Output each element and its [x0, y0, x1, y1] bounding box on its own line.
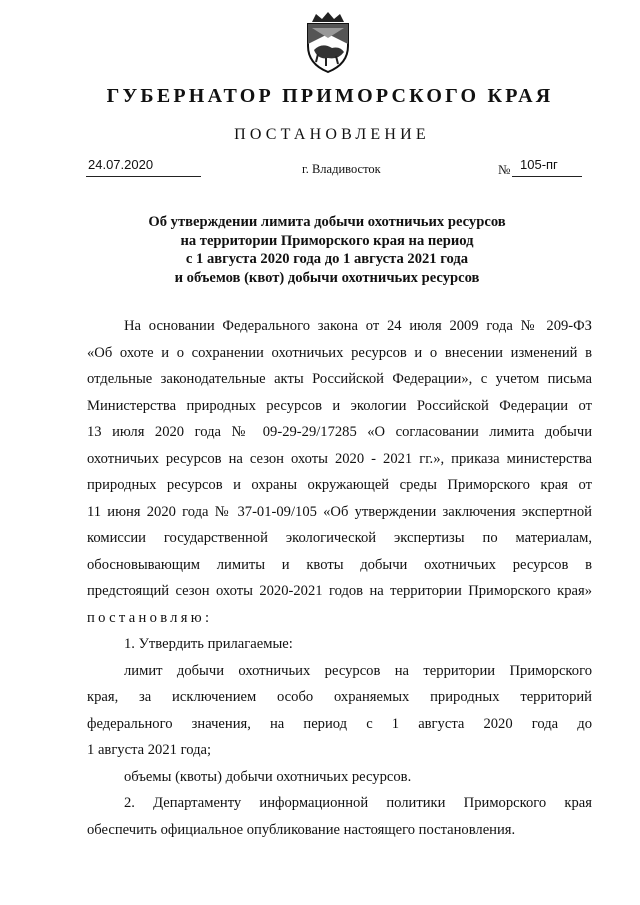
body-line: обосновывающим лимиты и квоты добычи охотничьих ресурсов в — [87, 556, 592, 573]
body-line: объемы (квоты) добычи охотничьих ресурсов. — [124, 768, 412, 785]
body-line: 13 июля 2020 года № 09-29-29/17285 «О согласовании лимита добычи — [87, 424, 592, 440]
body-line: федерального значения, на период с 1 августа 2020 года до — [87, 715, 592, 732]
body-line: Министерства природных ресурсов и экологии Российской Федерации от — [87, 397, 592, 414]
body-line: края, за исключением особо охраняемых природных территорий — [87, 689, 592, 705]
body-line: 2. Департаменту информационной политики Приморского края — [124, 795, 592, 811]
body-line: лимит добычи охотничьих ресурсов на территории Приморского — [124, 662, 592, 679]
document-date: 24.07.2020 — [88, 157, 154, 172]
coat-of-arms-emblem — [302, 10, 354, 74]
number-underline — [512, 176, 582, 177]
body-line: 1. Утвердить прилагаемые: — [124, 636, 293, 652]
document-subject — [7, 213, 640, 287]
subject-line: с 1 августа 2020 года до 1 августа 2021 года — [185, 251, 469, 267]
org-title: ГУБЕРНАТОР ПРИМОРСКОГО КРАЯ — [106, 85, 554, 107]
city: г. Владивосток — [302, 162, 381, 176]
document-body — [87, 313, 592, 843]
body-line: 11 июня 2020 года № 37-01-09/105 «Об утверждении заключения экспертной — [87, 503, 592, 520]
subject-line: Об утверждении лимита добычи охотничьих ресурсов — [148, 214, 506, 230]
body-line: «Об охоте и о сохранении охотничьих ресурсов и о внесении изменений в — [87, 344, 592, 361]
date-underline — [86, 176, 201, 177]
subject-line: на территории Приморского края на период — [180, 232, 474, 249]
body-line: предстоящий сезон охоты 2020-2021 годов на территории Приморского края» — [87, 583, 592, 599]
body-line-resolve: постановляю: — [87, 609, 213, 626]
body-line: отдельные законодательные акты Российской Федерации», с учетом письма — [87, 371, 592, 387]
body-line: природных ресурсов и охраны окружающей среды Приморского края от — [87, 477, 592, 493]
number-sign: № — [498, 162, 511, 177]
body-line: охотничьих ресурсов на сезон охоты 2020 - 2021 гг.», приказа министерства — [87, 450, 592, 467]
date-number-row — [0, 157, 640, 181]
document-type: ПОСТАНОВЛЕНИЕ — [234, 126, 430, 143]
document-number: 105-пг — [520, 157, 558, 172]
body-line: 1 августа 2021 года; — [87, 742, 212, 758]
body-line: обеспечить официальное опубликование настоящего постановления. — [87, 821, 516, 838]
body-line: комиссии государственной экологической экспертизы по материалам, — [87, 530, 592, 546]
body-line: На основании Федерального закона от 24 июля 2009 года № 209-ФЗ — [124, 318, 592, 334]
subject-line: и объемов (квот) добычи охотничьих ресурсов — [174, 269, 480, 286]
